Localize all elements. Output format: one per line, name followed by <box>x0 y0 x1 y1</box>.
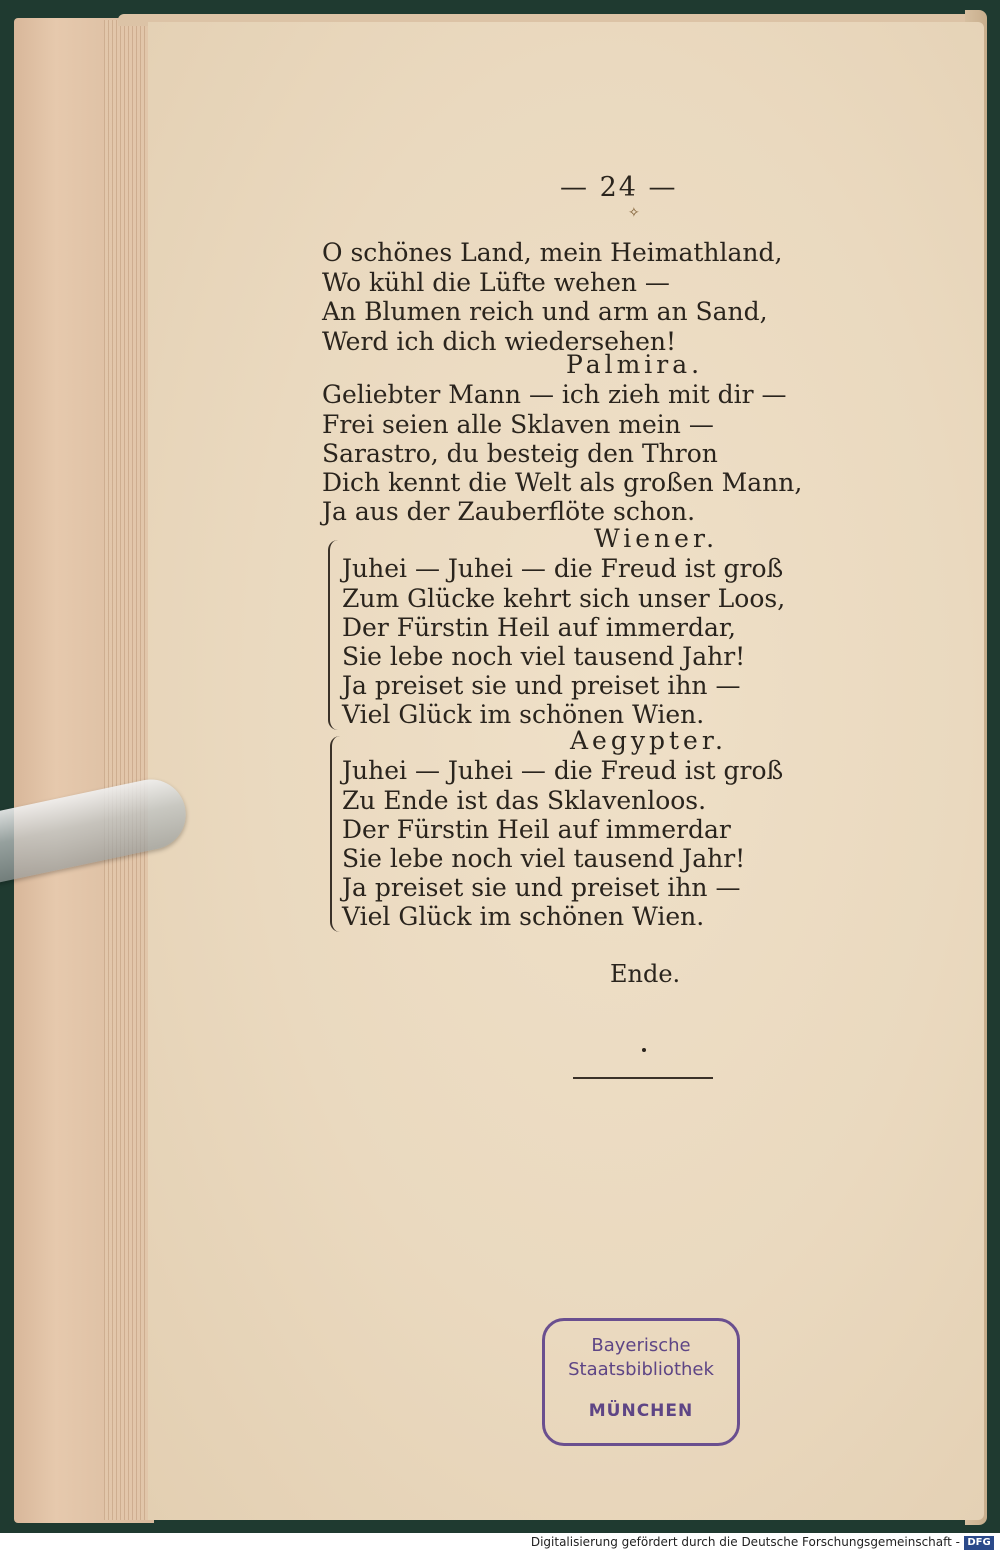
wiener-line-6: Viel Glück im schönen Wien. <box>342 700 705 729</box>
palmira-line-5: Ja aus der Zauberflöte schon. <box>322 497 696 526</box>
aegypter-line-4: Sie lebe noch viel tausend Jahr! <box>342 844 746 873</box>
stanza1-line-1: O schönes Land, mein Heimathland, <box>322 238 783 267</box>
library-stamp <box>542 1318 740 1446</box>
stamp-line-1: Bayerische <box>591 1335 691 1356</box>
ink-blot: ✧ <box>628 205 640 221</box>
aegypter-line-3: Der Fürstin Heil auf immerdar <box>342 815 731 844</box>
stanza1-line-2: Wo kühl die Lüfte wehen — <box>322 268 670 297</box>
stanza1-line-4: Werd ich dich wiedersehen! <box>322 327 677 356</box>
palmira-line-3: Sarastro, du besteig den Thron <box>322 439 718 468</box>
aegypter-line-6: Viel Glück im schönen Wien. <box>342 902 705 931</box>
stamp-line-3: MÜNCHEN <box>588 1401 694 1421</box>
funding-credit: Digitalisierung gefördert durch die Deutsche Forschungsgemeinschaft - <box>530 1535 960 1549</box>
aegypter-brace <box>330 736 342 932</box>
palmira-line-4: Dich kennt die Welt als großen Mann, <box>322 468 803 497</box>
palmira-line-1: Geliebter Mann — ich zieh mit dir — <box>322 380 787 409</box>
speaker-palmira: Palmira. <box>566 350 704 379</box>
wiener-brace <box>328 540 340 730</box>
palmira-line-2: Frei seien alle Sklaven mein — <box>322 410 714 439</box>
ornament-dot <box>642 1048 646 1052</box>
speaker-aegypter: Aegypter. <box>570 726 727 755</box>
closing-rule <box>573 1077 713 1079</box>
stanza1-line-3: An Blumen reich und arm an Sand, <box>322 297 768 326</box>
wiener-line-1: Juhei — Juhei — die Freud ist groß <box>342 554 784 583</box>
aegypter-line-1: Juhei — Juhei — die Freud ist groß <box>342 756 784 785</box>
wiener-line-5: Ja preiset sie und preiset ihn — <box>342 671 741 700</box>
wiener-line-3: Der Fürstin Heil auf immerdar, <box>342 613 737 642</box>
aegypter-line-2: Zu Ende ist das Sklavenloos. <box>342 786 707 815</box>
page-stack-lines <box>104 20 150 1520</box>
aegypter-line-5: Ja preiset sie und preiset ihn — <box>342 873 741 902</box>
dfg-logo: DFG <box>964 1536 994 1550</box>
footer-bar <box>0 1533 1000 1553</box>
page-number: — 24 — <box>560 172 678 203</box>
wiener-line-4: Sie lebe noch viel tausend Jahr! <box>342 642 746 671</box>
stamp-line-2: Staatsbibliothek <box>568 1359 714 1380</box>
speaker-wiener: Wiener. <box>594 524 719 553</box>
ende-label: Ende. <box>610 960 681 988</box>
wiener-line-2: Zum Glücke kehrt sich unser Loos, <box>342 584 786 613</box>
